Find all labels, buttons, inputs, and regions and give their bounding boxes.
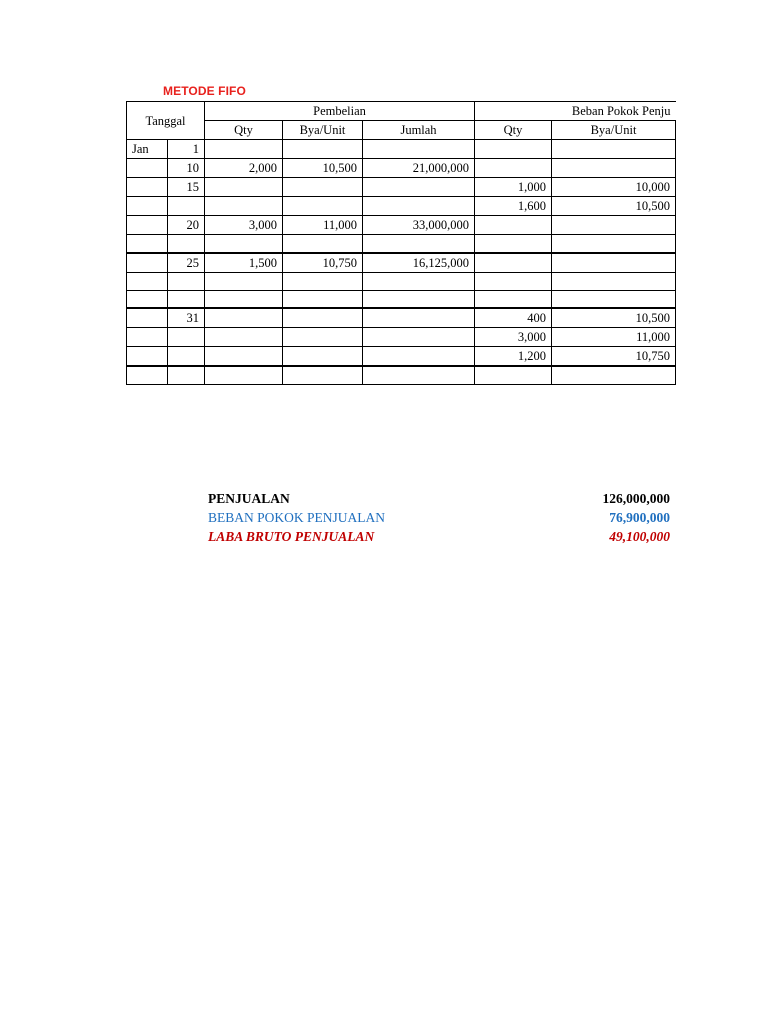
- header-tanggal: Tanggal: [127, 102, 205, 140]
- header-row-1: [127, 102, 676, 121]
- month-cell: Jan: [127, 140, 168, 159]
- sales-value: 126,000,000: [602, 491, 670, 506]
- cogs-unit-cost-cell: 10,500: [552, 197, 676, 216]
- purchase-total-cell: [363, 178, 475, 197]
- purchase-unit-cost-cell: 10,500: [283, 159, 363, 178]
- purchase-qty-cell: [205, 197, 283, 216]
- table-row: [127, 140, 676, 159]
- table-row: [127, 308, 676, 328]
- day-cell: 15: [168, 178, 205, 197]
- month-cell: [127, 328, 168, 347]
- month-cell: [127, 197, 168, 216]
- day-cell: 20: [168, 216, 205, 235]
- income-summary: [208, 489, 670, 546]
- purchase-qty-cell: [205, 366, 283, 384]
- cogs-unit-cost-cell: [552, 216, 676, 235]
- sales-row: [208, 489, 670, 508]
- purchase-qty-cell: [205, 272, 283, 290]
- cogs-unit-cost-cell: [552, 272, 676, 290]
- day-cell: [168, 366, 205, 384]
- day-cell: 25: [168, 253, 205, 273]
- cogs-qty-cell: 1,000: [475, 178, 552, 197]
- cogs-qty-cell: 400: [475, 308, 552, 328]
- table-row: [127, 347, 676, 367]
- purchase-unit-cost-cell: [283, 347, 363, 367]
- purchase-unit-cost-cell: [283, 235, 363, 253]
- month-cell: [127, 178, 168, 197]
- day-cell: [168, 272, 205, 290]
- purchase-total-cell: [363, 235, 475, 253]
- table-row: [127, 235, 676, 253]
- purchase-qty-cell: [205, 308, 283, 328]
- purchase-total-cell: 16,125,000: [363, 253, 475, 273]
- cogs-qty-cell: [475, 140, 552, 159]
- purchase-qty-cell: [205, 290, 283, 308]
- purchase-unit-cost-cell: [283, 290, 363, 308]
- purchase-unit-cost-cell: [283, 178, 363, 197]
- cogs-unit-cost-cell: [552, 235, 676, 253]
- cogs-unit-cost-cell: 10,000: [552, 178, 676, 197]
- month-cell: [127, 366, 168, 384]
- gross-profit-label: LABA BRUTO PENJUALAN: [208, 529, 375, 544]
- day-cell: [168, 290, 205, 308]
- header-qty: Qty: [205, 121, 283, 140]
- table-row: [127, 253, 676, 273]
- cogs-qty-cell: [475, 216, 552, 235]
- gross-profit-value: 49,100,000: [609, 529, 670, 544]
- purchase-qty-cell: [205, 235, 283, 253]
- table-row: [127, 178, 676, 197]
- cogs-unit-cost-cell: [552, 290, 676, 308]
- cogs-unit-cost-cell: [552, 159, 676, 178]
- purchase-unit-cost-cell: [283, 366, 363, 384]
- fifo-table: [126, 101, 676, 385]
- month-cell: [127, 308, 168, 328]
- gross-profit-row: [208, 527, 670, 546]
- table-row: [127, 328, 676, 347]
- month-cell: [127, 272, 168, 290]
- day-cell: [168, 197, 205, 216]
- table-row: [127, 366, 676, 384]
- purchase-total-cell: [363, 308, 475, 328]
- purchase-unit-cost-cell: [283, 328, 363, 347]
- purchase-total-cell: 33,000,000: [363, 216, 475, 235]
- purchase-unit-cost-cell: [283, 197, 363, 216]
- header-jumlah: Jumlah: [363, 121, 475, 140]
- day-cell: [168, 347, 205, 367]
- purchase-unit-cost-cell: [283, 140, 363, 159]
- table-row: [127, 216, 676, 235]
- cogs-qty-cell: [475, 272, 552, 290]
- header-bya-unit: Bya/Unit: [283, 121, 363, 140]
- purchase-unit-cost-cell: [283, 308, 363, 328]
- purchase-qty-cell: [205, 328, 283, 347]
- purchase-unit-cost-cell: 11,000: [283, 216, 363, 235]
- purchase-unit-cost-cell: 10,750: [283, 253, 363, 273]
- header-bya-unit-beban: Bya/Unit: [552, 121, 676, 140]
- table-row: [127, 290, 676, 308]
- header-beban-pokok: Beban Pokok Penju: [475, 102, 676, 121]
- purchase-total-cell: 21,000,000: [363, 159, 475, 178]
- purchase-total-cell: [363, 272, 475, 290]
- purchase-qty-cell: [205, 140, 283, 159]
- month-cell: [127, 216, 168, 235]
- purchase-total-cell: [363, 366, 475, 384]
- purchase-qty-cell: [205, 347, 283, 367]
- day-cell: [168, 328, 205, 347]
- cogs-qty-cell: 1,600: [475, 197, 552, 216]
- cogs-row: [208, 508, 670, 527]
- purchase-total-cell: [363, 328, 475, 347]
- cogs-unit-cost-cell: 10,500: [552, 308, 676, 328]
- sales-label: PENJUALAN: [208, 491, 290, 506]
- purchase-qty-cell: 3,000: [205, 216, 283, 235]
- day-cell: [168, 235, 205, 253]
- day-cell: 1: [168, 140, 205, 159]
- fifo-table-body: [127, 140, 676, 385]
- cogs-unit-cost-cell: 11,000: [552, 328, 676, 347]
- purchase-total-cell: [363, 197, 475, 216]
- header-qty-beban: Qty: [475, 121, 552, 140]
- table-row: [127, 197, 676, 216]
- purchase-qty-cell: 2,000: [205, 159, 283, 178]
- cogs-qty-cell: [475, 366, 552, 384]
- header-pembelian: Pembelian: [205, 102, 475, 121]
- cogs-qty-cell: 3,000: [475, 328, 552, 347]
- cogs-unit-cost-cell: [552, 366, 676, 384]
- cogs-unit-cost-cell: [552, 140, 676, 159]
- purchase-total-cell: [363, 347, 475, 367]
- cogs-qty-cell: [475, 290, 552, 308]
- month-cell: [127, 235, 168, 253]
- day-cell: 10: [168, 159, 205, 178]
- cogs-qty-cell: [475, 253, 552, 273]
- cogs-qty-cell: 1,200: [475, 347, 552, 367]
- purchase-qty-cell: [205, 178, 283, 197]
- cogs-unit-cost-cell: [552, 253, 676, 273]
- table-row: [127, 272, 676, 290]
- table-row: [127, 159, 676, 178]
- cogs-qty-cell: [475, 159, 552, 178]
- page-title: METODE FIFO: [163, 84, 246, 98]
- purchase-qty-cell: 1,500: [205, 253, 283, 273]
- month-cell: [127, 290, 168, 308]
- month-cell: [127, 347, 168, 367]
- cogs-unit-cost-cell: 10,750: [552, 347, 676, 367]
- header-row-2: [127, 121, 676, 140]
- purchase-total-cell: [363, 140, 475, 159]
- day-cell: 31: [168, 308, 205, 328]
- month-cell: [127, 253, 168, 273]
- cogs-label: BEBAN POKOK PENJUALAN: [208, 510, 386, 525]
- month-cell: [127, 159, 168, 178]
- cogs-value: 76,900,000: [609, 510, 670, 525]
- cogs-qty-cell: [475, 235, 552, 253]
- purchase-unit-cost-cell: [283, 272, 363, 290]
- purchase-total-cell: [363, 290, 475, 308]
